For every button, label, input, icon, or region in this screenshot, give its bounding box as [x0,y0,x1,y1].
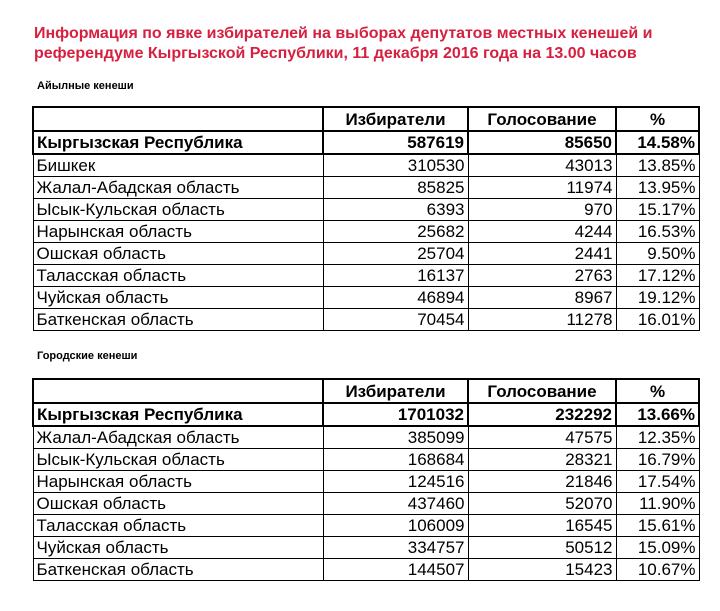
voters-cell: 385099 [323,426,468,449]
pct-cell: 15.09% [616,537,699,559]
voters-cell: 310530 [323,154,468,177]
pct-cell: 16.01% [616,309,699,331]
voted-cell: 50512 [468,537,616,559]
region-cell: Ысык-Кульская область [33,449,323,471]
voters-cell: 334757 [323,537,468,559]
voted-cell: 970 [468,199,616,221]
pct-cell: 13.85% [616,154,699,177]
total-voters: 587619 [323,131,468,154]
voters-cell: 70454 [323,309,468,331]
table-row [33,426,699,449]
table-row [33,265,699,287]
voters-cell: 25704 [323,243,468,265]
pct-cell: 16.79% [616,449,699,471]
pct-cell: 15.17% [616,199,699,221]
voted-cell: 11278 [468,309,616,331]
region-cell: Нарынская область [33,471,323,493]
table-row [33,243,699,265]
voted-cell: 28321 [468,449,616,471]
table-total-row [33,403,699,426]
region-cell: Таласская область [33,515,323,537]
table-row [33,471,699,493]
header-blank-cell [33,107,323,131]
region-cell: Баткенская область [33,559,323,581]
voters-cell: 168684 [323,449,468,471]
page-title: Информация по явке избирателей на выборах депутатов местных кенешей и референдуме Кыргызской Республики, 11 декабря 2016 года на 13.00 часов [34,25,653,62]
region-cell: Чуйская область [33,537,323,559]
section-heading-aiyl: Айылные кенеши [37,80,134,92]
total-pct: 14.58% [616,131,699,154]
voters-cell: 46894 [323,287,468,309]
header-blank-cell [33,379,323,403]
pct-cell: 17.12% [616,265,699,287]
region-cell: Нарынская область [33,221,323,243]
header-pct: % [616,379,699,403]
voted-cell: 15423 [468,559,616,581]
total-voters: 1701032 [323,403,468,426]
region-cell: Жалал-Абадская область [33,177,323,199]
voters-cell: 85825 [323,177,468,199]
table-total-row [33,131,699,154]
pct-cell: 12.35% [616,426,699,449]
pct-cell: 19.12% [616,287,699,309]
total-pct: 13.66% [616,403,699,426]
total-voted: 85650 [468,131,616,154]
region-cell: Таласская область [33,265,323,287]
table-row [33,287,699,309]
region-cell: Ошская область [33,243,323,265]
table-row [33,537,699,559]
table-row [33,154,699,177]
voters-cell: 437460 [323,493,468,515]
pct-cell: 13.95% [616,177,699,199]
pct-cell: 11.90% [616,493,699,515]
header-voters: Избиратели [323,107,468,131]
voters-cell: 16137 [323,265,468,287]
total-region: Кыргызская Республика [33,403,323,426]
region-cell: Бишкек [33,154,323,177]
voters-cell: 25682 [323,221,468,243]
voted-cell: 43013 [468,154,616,177]
header-voted: Голосование [468,107,616,131]
table-row [33,449,699,471]
total-voted: 232292 [468,403,616,426]
voted-cell: 16545 [468,515,616,537]
region-cell: Баткенская область [33,309,323,331]
region-cell: Ошская область [33,493,323,515]
table-row [33,309,699,331]
section-heading-city: Городские кенеши [37,350,138,362]
table-row [33,515,699,537]
voted-cell: 2441 [468,243,616,265]
table-city-keneshi [32,378,700,581]
voted-cell: 21846 [468,471,616,493]
header-voters: Избиратели [323,379,468,403]
region-cell: Чуйская область [33,287,323,309]
header-voted: Голосование [468,379,616,403]
table-row [33,221,699,243]
voted-cell: 52070 [468,493,616,515]
voted-cell: 11974 [468,177,616,199]
table-row [33,177,699,199]
table-row [33,199,699,221]
voted-cell: 8967 [468,287,616,309]
total-region: Кыргызская Республика [33,131,323,154]
voters-cell: 6393 [323,199,468,221]
voted-cell: 47575 [468,426,616,449]
region-cell: Ысык-Кульская область [33,199,323,221]
voters-cell: 144507 [323,559,468,581]
voted-cell: 4244 [468,221,616,243]
table-aiyl-keneshi [32,106,700,331]
table-header-row [33,379,699,403]
table-row [33,559,699,581]
region-cell: Жалал-Абадская область [33,426,323,449]
pct-cell: 9.50% [616,243,699,265]
table-row [33,493,699,515]
header-pct: % [616,107,699,131]
voted-cell: 2763 [468,265,616,287]
voters-cell: 106009 [323,515,468,537]
pct-cell: 16.53% [616,221,699,243]
pct-cell: 15.61% [616,515,699,537]
table-header-row [33,107,699,131]
voters-cell: 124516 [323,471,468,493]
pct-cell: 10.67% [616,559,699,581]
pct-cell: 17.54% [616,471,699,493]
